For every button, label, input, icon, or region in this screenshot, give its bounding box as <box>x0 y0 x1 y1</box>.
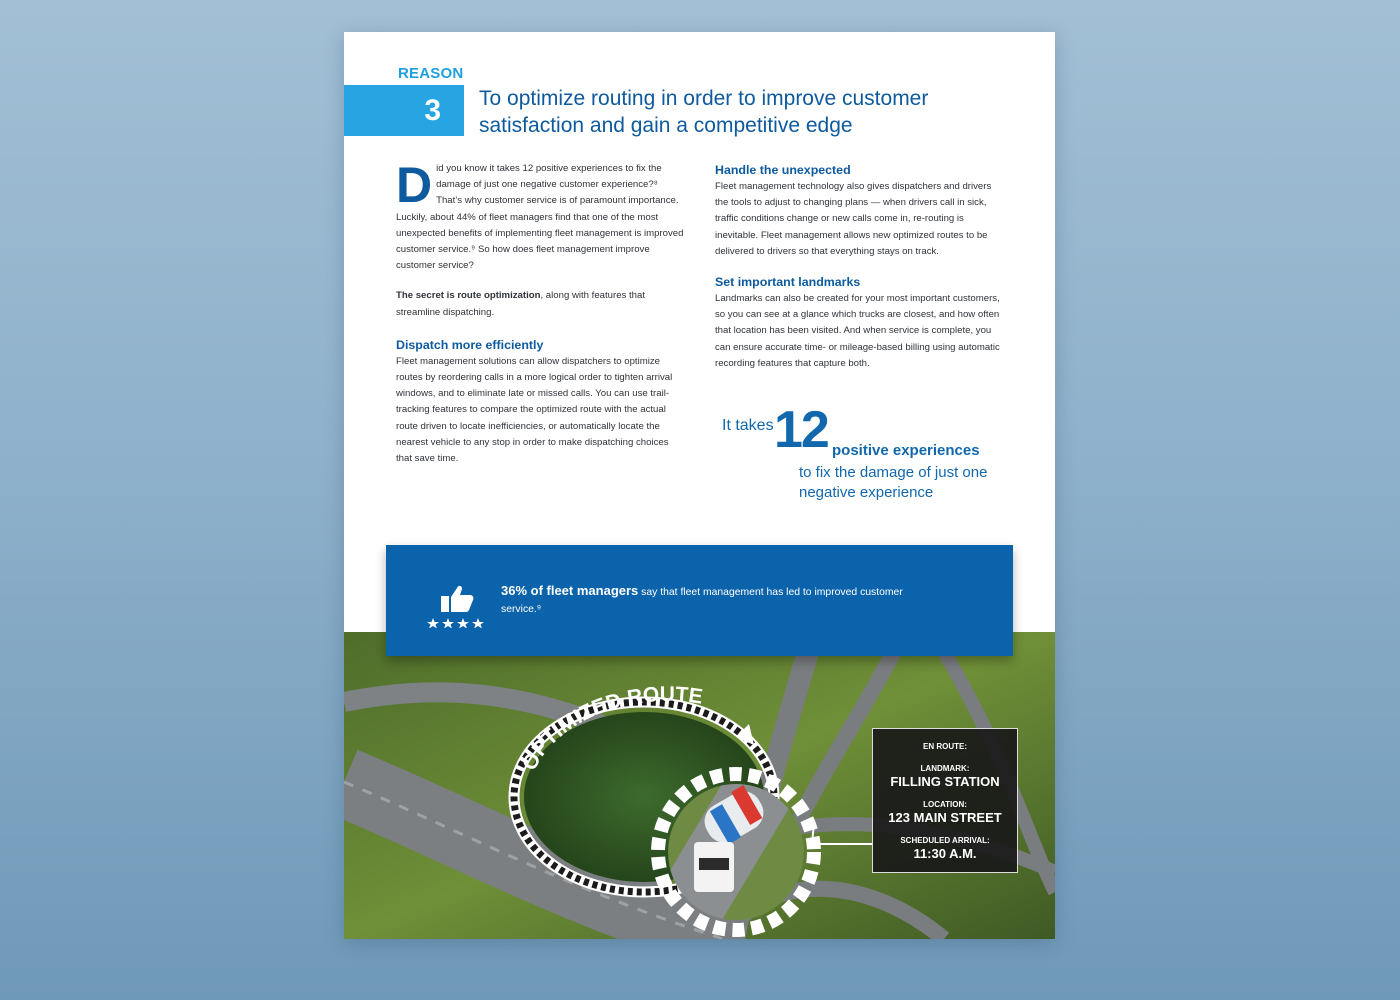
left-column <box>396 157 686 467</box>
secret-paragraph: The secret is route optimization, along with features that streamline dispatching. <box>396 290 645 318</box>
dispatch-heading: Dispatch more efficiently <box>396 337 544 352</box>
page-headline: To optimize routing in order to improve customer satisfaction and gain a competitive edge <box>479 87 929 137</box>
optimized-route-label: OPTIMIZED ROUTE <box>517 682 705 775</box>
location-value: 123 MAIN STREET <box>888 810 1002 825</box>
en-route-label: EN ROUTE: <box>923 742 967 751</box>
route-info-panel <box>872 728 1018 873</box>
document-page <box>344 32 1055 939</box>
stat-middle: positive experiences <box>832 442 980 459</box>
landmark-label: LANDMARK: <box>920 764 970 773</box>
arrival-label: SCHEDULED ARRIVAL: <box>900 836 990 845</box>
reason-number: 3 <box>344 85 464 136</box>
location-label: LOCATION: <box>923 800 967 809</box>
intro-paragraph: Did you know it takes 12 positive experiences to fix the damage of just one negative customer experience?⁸ That’s why customer service is of paramount importance. Luckily, about 44% of fleet managers find that one of the most unexpected benefits of implementing fleet management is improved customer service.⁹ So how does fleet management improve customer service? <box>396 157 684 272</box>
reason-label: REASON <box>398 65 464 82</box>
arrival-value: 11:30 A.M. <box>913 846 977 861</box>
fleet-manager-stat-banner <box>386 545 1013 656</box>
stat-number: 12 <box>774 401 828 459</box>
right-column <box>715 162 1007 372</box>
banner-text: 36% of fleet managers say that fleet management has led to improved customer service.⁹ <box>501 583 903 615</box>
landmark-value: FILLING STATION <box>890 774 1000 789</box>
unexpected-paragraph: Fleet management technology also gives dispatchers and drivers the tools to adjust to changing plans — when drivers call in sick, traffic conditions change or new calls come in, re-routing is inevitable. Fleet management allows new optimized routes to be delivered to drivers so that everything stays on track. <box>715 181 992 257</box>
landmarks-heading: Set important landmarks <box>715 275 861 290</box>
thumbs-up-icon <box>426 578 486 628</box>
stat-tail: to fix the damage of just one negative experience <box>799 464 988 501</box>
dispatch-paragraph: Fleet management solutions can allow dispatchers to optimize routes by reordering calls in a more logical order to tighten arrival windows, and to eliminate late or missed calls. You can use trail-tracking features to compare the optimized route with the actual route driven to locate inefficiencies, or automatically locate the nearest vehicle to any stop in order to make dispatching choices that save time. <box>396 355 673 465</box>
stat-prefix: It takes <box>722 417 774 434</box>
landmarks-paragraph: Landmarks can also be created for your most important customers, so you can see at a glance which trucks are closest, and how often that location has been visited. And when service is complete, you can ensure accurate time- or mileage-based billing using automatic recording features that capture both. <box>715 293 1000 369</box>
unexpected-heading: Handle the unexpected <box>715 163 851 177</box>
star-icon <box>427 618 484 628</box>
drop-cap: D <box>396 157 433 213</box>
